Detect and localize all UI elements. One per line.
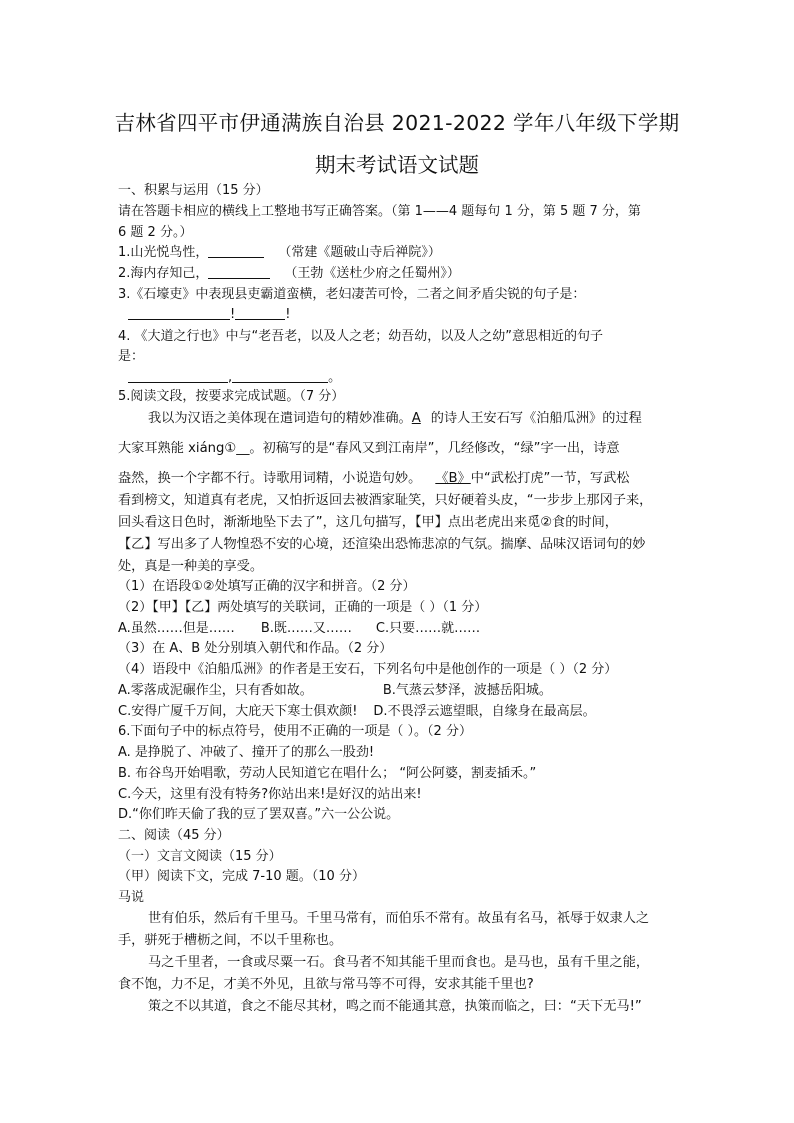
- blank-b: 《B》: [435, 471, 471, 486]
- q3-mark-1: !: [230, 307, 236, 322]
- q3-mark-2: !: [285, 307, 291, 322]
- passage-title: 马说: [118, 890, 145, 905]
- q2-prefix: 2.海内存知己，: [118, 266, 209, 281]
- classical-p3-line1: 策之不以其道，食之不能尽其材，鸣之而不能通其意，执策而临之，曰：“天下无马!”: [148, 999, 642, 1014]
- q3-answer-blank-2[interactable]: [235, 307, 285, 320]
- q4-answer-blank-1[interactable]: [128, 370, 228, 383]
- classical-p2-line1: 马之千里者，一食或尽粟一石。食马者不知其能千里而食也。是马也，虽有千里之能，: [148, 955, 650, 970]
- passage-line7: 处，真是一种美的享受。: [118, 559, 264, 574]
- sub-question-2-options: [118, 620, 480, 638]
- q1-prefix: 1.山光悦鸟性，: [118, 245, 209, 260]
- sub-question-3: （3）在 A、B 处分别填入朝代和作品。（2 分）: [118, 641, 393, 656]
- question-3: 3.《石壕吏》中表现县吏霸道蛮横，老妇凄苦可怜，二者之间矛盾尖锐的句子是：: [118, 287, 586, 302]
- option-a: A.虽然……但是……: [118, 621, 235, 636]
- classical-p1-line2: 手，骈死于槽枥之间，不以千里称也。: [118, 933, 343, 948]
- question-4-line2: 是：: [118, 349, 145, 364]
- question-6-option-c: C.今天，这里有没有特务?你站出来!是好汉的站出来!: [118, 787, 422, 802]
- exam-title-line2: 期末考试语文试题: [315, 153, 479, 177]
- passage-line5: 回头看这日色时，渐渐地坠下去了”，这几句描写，【甲】点出老虎出来觅②食的时间，: [118, 515, 618, 530]
- question-2: [118, 265, 460, 283]
- part1-instruction-line2: 6 题 2 分。）: [118, 225, 193, 240]
- question-6-option-b: B. 布谷鸟开始唱歌，劳动人民知道它在唱什么； “阿公阿婆，割麦插禾。”: [118, 766, 537, 781]
- question-5-heading: 5.阅读文段，按要求完成试题。（7 分）: [118, 389, 345, 404]
- part2-heading: 二、阅读（45 分）: [118, 828, 230, 843]
- part1-instruction-line1: 请在答题卡相应的横线上工整地书写正确答案。（第 1——4 题每句 1 分，第 5 题 7 分，第: [118, 204, 641, 219]
- q2-answer-blank[interactable]: [208, 266, 270, 279]
- part2-subheading-1: （一）文言文阅读（15 分）: [118, 849, 282, 864]
- passage-line3: 盎然，换一个字都不行。诗歌用词精，小说造句妙。 《B》中“武松打虎”一节，写武松: [118, 471, 630, 486]
- question-3-answer-line: [118, 306, 290, 324]
- option-b: B.既……又……: [260, 621, 352, 636]
- passage-line6: 【乙】写出多了人物惶恐不安的心境，还渲染出恐怖悲凉的气氛。揣摩、品味汉语词句的妙: [118, 537, 646, 552]
- option-b: B.气蒸云梦泽，波撼岳阳城。: [382, 683, 552, 698]
- q2-source: （王勃《送杜少府之任蜀州》）: [284, 266, 460, 281]
- question-6-heading: 6.下面句子中的标点符号，使用不正确的一项是（ ）。（2 分）: [118, 724, 472, 739]
- q4-comma: ,: [228, 370, 233, 385]
- option-c: C.安得广厦千万间，大庇天下寒士俱欢颜!: [118, 704, 358, 719]
- sub-question-1: （1）在语段①②处填写正确的汉字和拼音。（2 分）: [118, 579, 416, 594]
- classical-p1-line1: 世有伯乐，然后有千里马。千里马常有，而伯乐不常有。故虽有名马，祇辱于奴隶人之: [148, 911, 650, 926]
- q1-source: （常建《题破山寺后禅院》）: [278, 245, 441, 260]
- part2-subheading-2: （甲）阅读下文，完成 7-10 题。（10 分）: [118, 869, 365, 884]
- q3-answer-blank-1[interactable]: [128, 307, 230, 320]
- q4-period: 。: [328, 370, 342, 385]
- passage-line2: 大家耳熟能 xiáng①__。初稿写的是“春风又到江南岸”，几经修改，“绿”字一出，诗意: [118, 441, 620, 456]
- question-4-answer-line: [118, 369, 341, 387]
- sub-question-4-options-cd: [118, 703, 596, 721]
- question-6-option-a: A. 是挣脱了、冲破了、撞开了的那么一股劲!: [118, 745, 375, 760]
- sub-question-4: （4）语段中《泊船瓜洲》的作者是王安石，下列名句中是他创作的一项是（ ）（2 分）: [118, 662, 618, 677]
- question-1: [118, 244, 441, 262]
- blank-a: A: [411, 411, 421, 426]
- question-6-option-d: D.“你们昨天偷了我的豆了罢双喜。”六一公公说。: [118, 807, 400, 822]
- exam-title-line1: 吉林省四平市伊通满族自治县 2021-2022 学年八年级下学期: [114, 111, 680, 135]
- sub-question-4-options-ab: [118, 682, 552, 700]
- option-c: C.只要……就……: [375, 621, 481, 636]
- option-a: A.零落成泥碾作尘，只有香如故。: [118, 683, 313, 698]
- classical-p2-line2: 食不饱，力不足，才美不外见，且欲与常马等不可得，安求其能千里也?: [118, 977, 534, 992]
- question-4-line1: 4. 《大道之行也》中与“老吾老，以及人之老；幼吾幼，以及人之幼”意思相近的句子: [118, 329, 604, 344]
- passage-line4: 看到榜文，知道真有老虎，又怕折返回去被酒家耻笑，只好硬着头皮，“一步步上那冈子来，: [118, 493, 653, 508]
- part1-heading: 一、积累与运用（15 分）: [118, 183, 269, 198]
- sub-question-2: （2）【甲】【乙】两处填写的关联词，正确的一项是（ ）（1 分）: [118, 600, 488, 615]
- option-d: D.不畏浮云遮望眼，自缘身在最高层。: [373, 704, 596, 719]
- q1-answer-blank[interactable]: [208, 245, 264, 258]
- q4-answer-blank-2[interactable]: [232, 370, 328, 383]
- passage-line1: 我以为汉语之美体现在遣词造句的精妙准确。A 的诗人王安石写《泊船瓜洲》的过程: [148, 411, 642, 426]
